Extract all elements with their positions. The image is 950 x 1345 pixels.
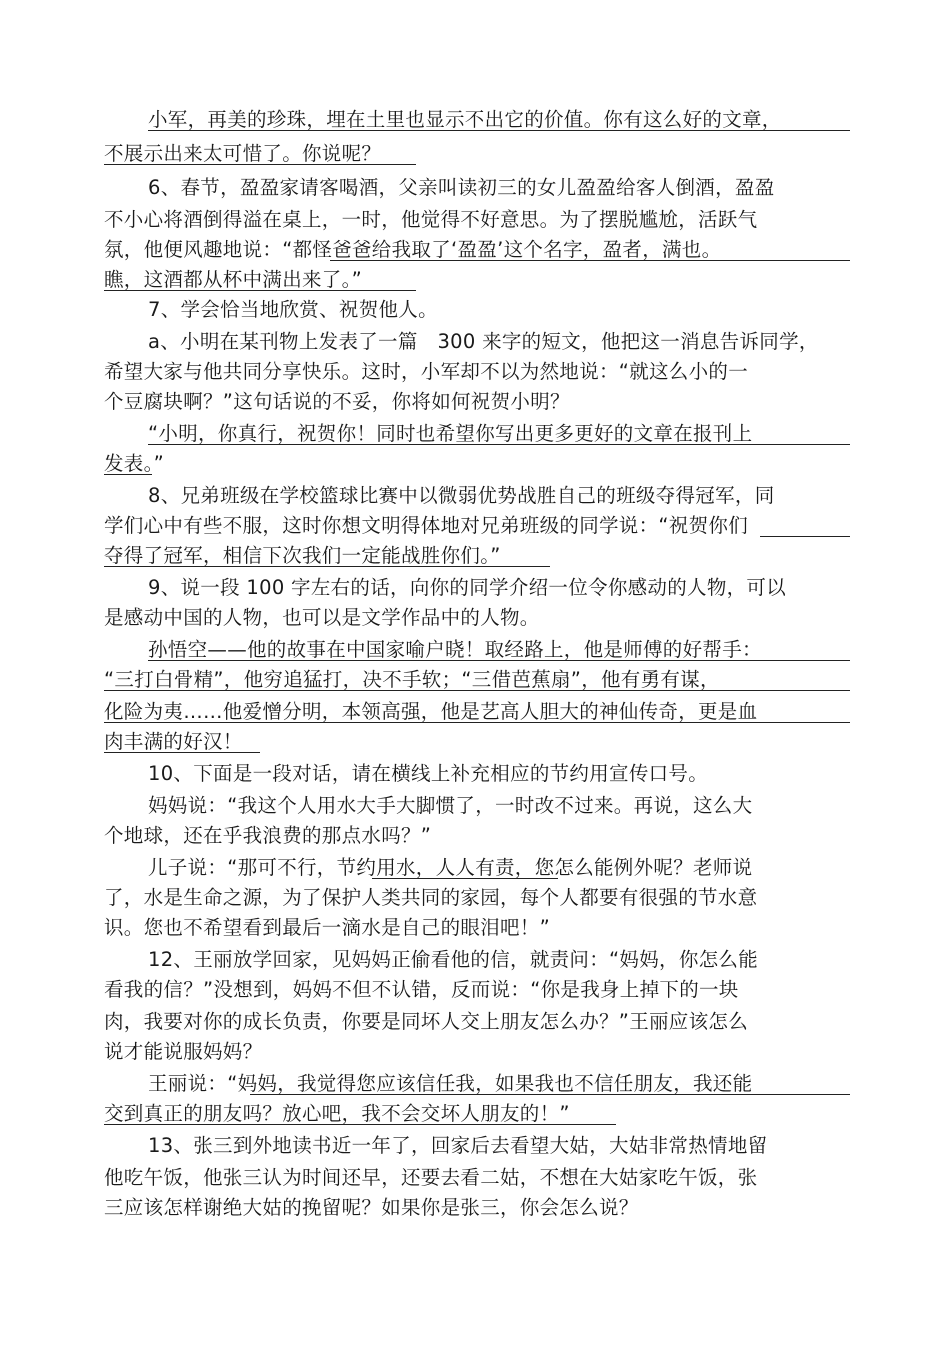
answer-underline [104,164,416,165]
answer-underline [148,130,850,131]
text-line: 个豆腐块啊？”这句话说的不妥，你将如何祝贺小明？ [104,390,570,413]
text-line: 个地球，还在乎我浪费的那点水吗？” [104,824,432,847]
text-line: 他吃午饭，他张三认为时间还早，还要去看二姑，不想在大姑家吃午饭，张 [104,1166,758,1189]
text-line: 6、春节，盈盈家请客喝酒，父亲叫读初三的女儿盈盈给客人倒酒，盈盈 [148,176,775,199]
answer-underline [104,752,260,753]
text-line: 交到真正的朋友吗？放心吧，我不会交坏人朋友的！” [104,1102,570,1125]
text-line: 氛，他便风趣地说：“都怪爸爸给我取了‘盈盈’这个名字，盈者，满也。 [104,238,722,261]
text-line: “小明，你真行，祝贺你！同时也希望你写出更多更好的文章在报刊上 [148,422,753,445]
text-line: 12、王丽放学回家，见妈妈正偷看他的信，就责问：“妈妈，你怎么能 [148,948,759,971]
text-line: 不小心将酒倒得溢在桌上，一时，他觉得不好意思。为了摆脱尴尬，活跃气 [104,208,758,231]
answer-underline [104,566,550,567]
text-line: 识。您也不希望看到最后一滴水是自己的眼泪吧！” [104,916,551,939]
text-line: 妈妈说：“我这个人用水大手大脚惯了，一时改不过来。再说，这么大 [148,794,753,817]
text-line: 说才能说服妈妈？ [104,1040,263,1063]
text-line: “三打白骨精”，他穷追猛打，决不手软；“三借芭蕉扇”，他有勇有谋， [104,668,720,691]
text-line: 看我的信？”没想到，妈妈不但不认错，反而说：“你是我身上掉下的一块 [104,978,739,1001]
text-line: 9、说一段 100 字左右的话，向你的同学介绍一位令你感动的人物，可以 [148,576,787,599]
answer-underline [372,878,558,879]
text-line: 王丽说：“妈妈，我觉得您应该信任我，如果我也不信任朋友，我还能 [148,1072,753,1095]
text-line: 儿子说：“那可不行，节约用水，人人有责，您怎么能例外呢？老师说 [148,856,753,879]
text-line: 发表。” [104,452,165,475]
text-line: 不展示出来太可惜了。你说呢？ [104,142,382,165]
text-line: 肉丰满的好汉！ [104,730,243,753]
answer-underline [250,1094,850,1095]
text-line: 7、学会恰当地欣赏、祝贺他人。 [148,298,438,321]
text-line: 10、下面是一段对话，请在横线上补充相应的节约用宣传口号。 [148,762,709,785]
text-line: 8、兄弟班级在学校篮球比赛中以微弱优势战胜自己的班级夺得冠军，同 [148,484,775,507]
answer-underline [104,290,416,291]
answer-underline [148,660,850,661]
text-line: 学们心中有些不服，这时你想文明得体地对兄弟班级的同学说：“祝贺你们 [104,514,749,537]
answer-underline [104,1124,616,1125]
text-line: 13、张三到外地读书近一年了，回家后去看望大姑，大姑非常热情地留 [148,1134,768,1157]
answer-underline [104,474,152,475]
text-line: 孙悟空——他的故事在中国家喻户晓！取经路上，他是师傅的好帮手： [148,638,762,661]
text-line: 希望大家与他共同分享快乐。这时，小军却不以为然地说：“就这么小的一 [104,360,749,383]
text-line: 肉，我要对你的成长负责，你要是同坏人交上朋友怎么办？”王丽应该怎么 [104,1010,749,1033]
text-line: 了，水是生命之源，为了保护人类共同的家园，每个人都要有很强的节水意 [104,886,758,909]
text-line: 是感动中国的人物，也可以是文学作品中的人物。 [104,606,540,629]
answer-underline [104,690,850,691]
text-line: 化险为夷……他爱憎分明，本领高强，他是艺高人胆大的神仙传奇，更是血 [104,700,758,723]
answer-underline [760,536,850,537]
text-line: 瞧，这酒都从杯中满出来了。” [104,268,363,291]
answer-underline [104,722,850,723]
text-line: a、小明在某刊物上发表了一篇 300 来字的短文，他把这一消息告诉同学， [148,330,819,353]
answer-underline [330,260,850,261]
answer-underline [148,444,850,445]
text-line: 夺得了冠军，相信下次我们一定能战胜你们。” [104,544,501,567]
text-line: 小军，再美的珍珠，埋在土里也显示不出它的价值。你有这么好的文章， [148,108,782,131]
text-line: 三应该怎样谢绝大姑的挽留呢？如果你是张三，你会怎么说？ [104,1196,639,1219]
